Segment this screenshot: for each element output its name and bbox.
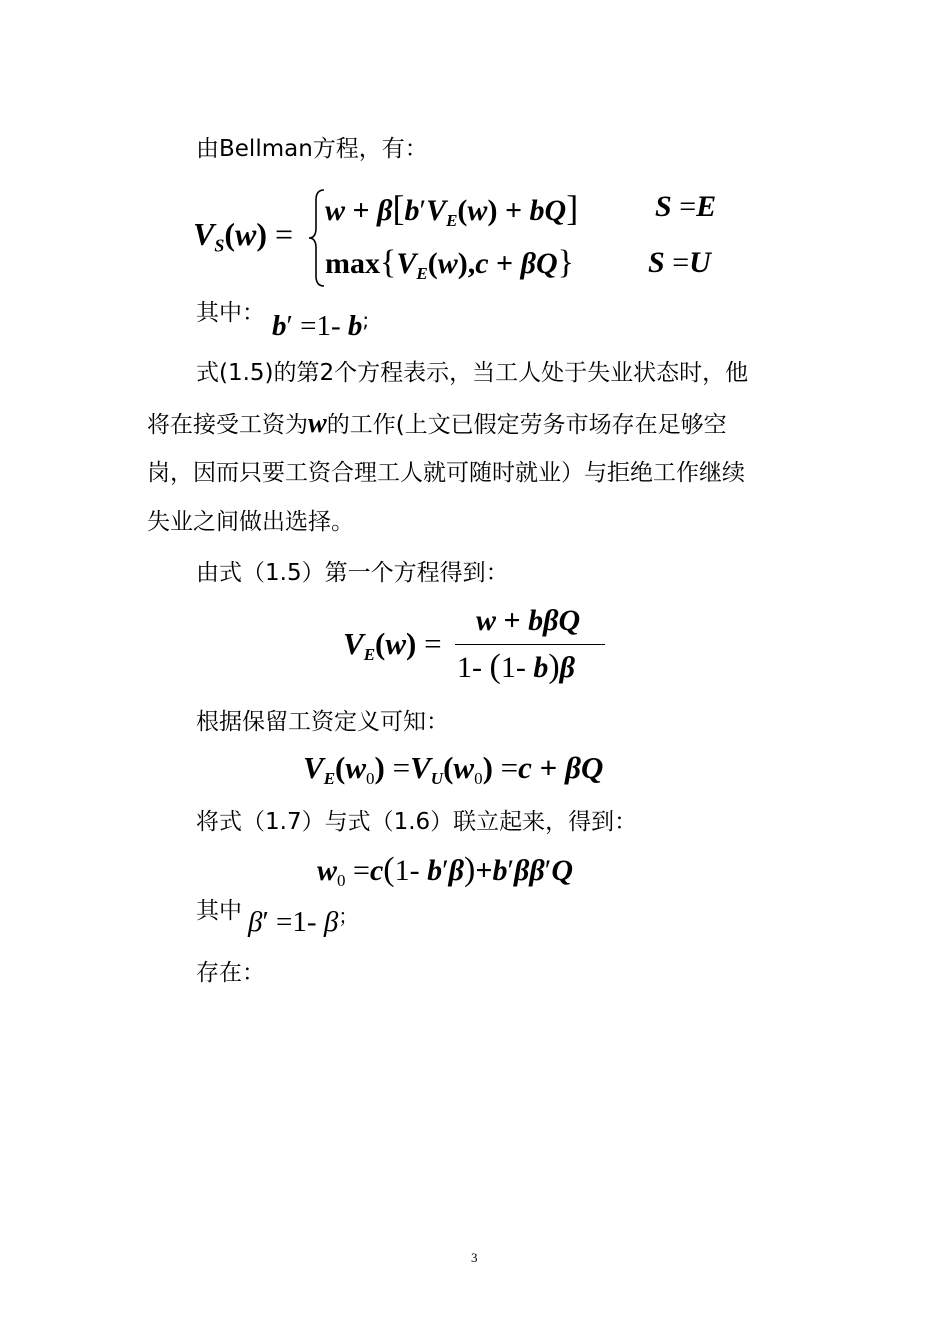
where-label-2: 其中	[196, 898, 242, 924]
paragraph-reservation: 根据保留工资定义可知：	[196, 709, 449, 735]
eq1-row1: $w + \beta[b'V_E(w) + bQ]$	[325, 188, 579, 230]
eq1-cond1: S =E	[655, 190, 717, 223]
paragraph-where	[196, 302, 265, 325]
page-number: 3	[471, 1250, 478, 1265]
equation-w0: $w_0 =c(1-$ b′β)+b′ββ′Q	[317, 851, 573, 890]
paragraph-line-1: 式(1.5)的第2个方程表示，当工人处于失业状态时，他	[196, 360, 749, 386]
paragraph-bellman-intro: 由Bellman方程，有：	[196, 136, 428, 162]
paragraph-where-beta	[196, 900, 242, 923]
text-segment: 将在接受工资为	[147, 412, 308, 438]
equation-reservation-wage: $V_E(w_0) =V_U(w_0) =c + \beta Q$	[303, 750, 604, 788]
eq2-denominator: 1- (1- b)β	[457, 648, 576, 685]
paragraph-line-4: 失业之间做出选择。	[147, 509, 354, 535]
fraction-bar	[455, 644, 605, 645]
eq-b-prime: b′ =1- b;	[272, 308, 370, 342]
paragraph-line-3: 岗，因而只要工资合理工人就可随时就业）与拒绝工作继续	[147, 460, 745, 486]
eq-lhs: $V_S(w)$ =	[193, 216, 294, 256]
where-label: 其中：	[196, 300, 265, 326]
paragraph-line-2	[147, 410, 727, 438]
text-segment: 的工作(上文已假定劳务市场存在足够空	[326, 412, 727, 438]
eq-beta-prime: β′ =1- β；	[248, 904, 359, 938]
eq1-cond2: S =U	[648, 246, 711, 279]
eq2-numerator: w + bβQ	[476, 604, 581, 637]
eq1-row2: $\max\{V_E(w),c + \beta Q\}$	[325, 244, 574, 283]
semicolon: ；	[338, 904, 359, 928]
math-w: w	[308, 408, 327, 439]
eq2-lhs: $V_E(w)$ =	[343, 626, 442, 664]
paragraph-first-eq: 由式（1.5）第一个方程得到：	[196, 560, 509, 586]
paragraph-combine: 将式（1.7）与式（1.6）联立起来，得到：	[196, 809, 638, 835]
paragraph-exists: 存在：	[196, 960, 265, 986]
